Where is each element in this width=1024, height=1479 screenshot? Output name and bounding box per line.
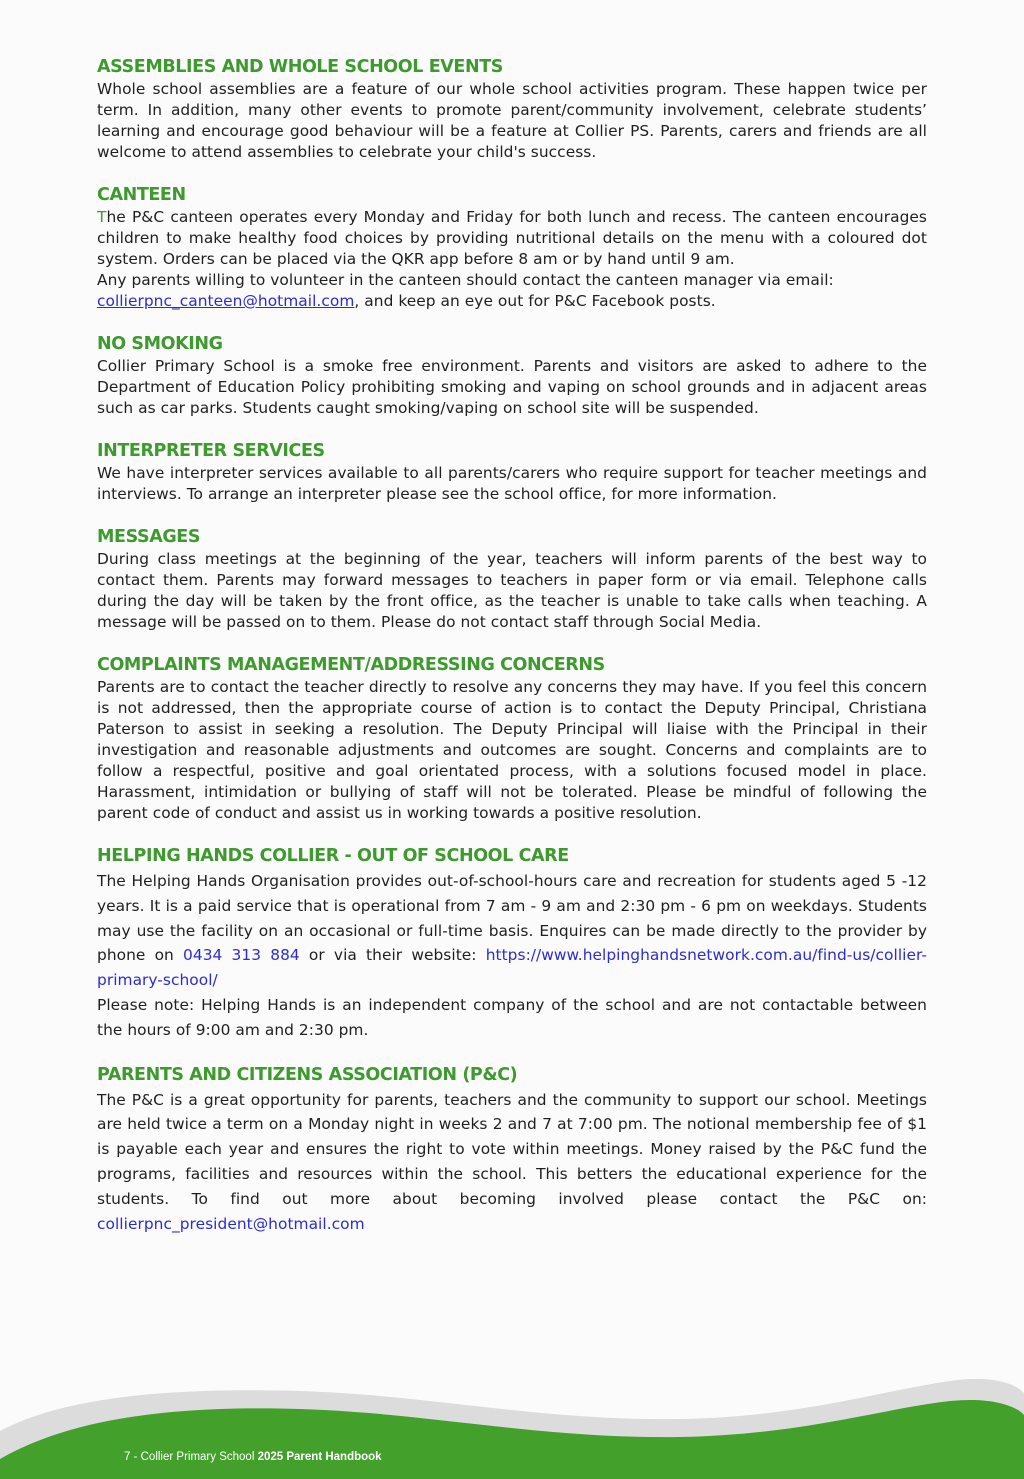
section-heading: HELPING HANDS COLLIER - OUT OF SCHOOL CARE: [97, 846, 569, 866]
footer-text: 7 - Collier Primary School 2025 Parent Handbook: [124, 1451, 382, 1463]
section-body: The P&C canteen operates every Monday and Friday for both lunch and recess. The canteen encourages children to make healthy food choices by providing nutritional details on the menu with a coloured dot system. Orders can be placed via the QKR app before 8 am or by hand until 9 am.: [97, 208, 927, 268]
section-body: Parents are to contact the teacher directly to resolve any concerns they may have. If you feel this concern is not addressed, then the appropriate course of action is to contact the Deputy Principal, Christiana Paterson to assist in seeking a resolution. The Deputy Principal will liaise with the Principal in their investigation and reasonable adjustments and outcomes are sought. Concerns and complaints are to follow a respectful, positive and goal orientated process, with a solutions focused model in place. Harassment, intimidation or bullying of staff will not be tolerated. Please be mindful of following the parent code of conduct and assist us in working towards a positive resolution.: [97, 678, 927, 822]
section-body: We have interpreter services available to all parents/carers who require support for teacher meetings and interviews. To arrange an interpreter please see the school office, for more information.: [97, 464, 927, 503]
section-heading: ASSEMBLIES AND WHOLE SCHOOL EVENTS: [97, 57, 503, 77]
section-body: The P&C is a great opportunity for parents, teachers and the community to support our school. Meetings are held twice a term on a Monday night in weeks 2 and 7 at 7:00 pm. The notional membership fee of $1 is payable each year and ensures the right to vote within meetings. Money raised by the P&C fund the programs, facilities and resources within the school. This betters the educational experience for the students. To find out more about becoming involved please contact the P&C on: collierpnc_president@hotmail.com: [97, 1090, 927, 1233]
section-heading: CANTEEN: [97, 185, 186, 205]
section-body: Collier Primary School is a smoke free environment. Parents and visitors are asked to adhere to the Department of Education Policy prohibiting smoking and vaping on school grounds and in adjacent areas such as car parks. Students caught smoking/vaping on school site will be suspended.: [97, 357, 927, 417]
section-body: During class meetings at the beginning of the year, teachers will inform parents of the best way to contact them. Parents may forward messages to teachers in paper form or via email. Telephone calls during the day will be taken by the front office, as the teacher is unable to take calls when teaching. A message will be passed on to them. Please do not contact staff through Social Media.: [97, 550, 927, 631]
section-body: Whole school assemblies are a feature of our whole school activities program. These happen twice per term. In addition, many other events to promote parent/community involvement, celebrate students’ learning and encourage good behaviour will be a feature at Collier PS. Parents, carers and friends are all welcome to attend assemblies to celebrate your child's success.: [97, 80, 927, 161]
section-heading: COMPLAINTS MANAGEMENT/ADDRESSING CONCERNS: [97, 655, 605, 675]
section-heading: INTERPRETER SERVICES: [97, 441, 325, 461]
section-body-volunteer: Any parents willing to volunteer in the canteen should contact the canteen manager via email: collierpnc_canteen@hotmail.com, and keep an eye out for P&C Facebook posts.: [97, 271, 834, 310]
section-body: The Helping Hands Organisation provides out-of-school-hours care and recreation for students aged 5 -12 years. It is a paid service that is operational from 7 am - 9 am and 2:30 pm - 6 pm on weekdays. Students may use the facility on an occasional or full-time basis. Enquires can be made directly to the provider by phone on 0434 313 884 or via their website: https://www.helpinghandsnetwork.com.au/find-us/collier-primary-school/: [97, 872, 927, 990]
section-assemblies: [97, 56, 927, 163]
section-heading: PARENTS AND CITIZENS ASSOCIATION (P&C): [97, 1064, 518, 1085]
section-no-smoking: [97, 333, 927, 419]
page-content: [97, 56, 927, 1257]
canteen-email-link[interactable]: collierpnc_canteen@hotmail.com: [97, 292, 355, 310]
pc-email-link[interactable]: collierpnc_president@hotmail.com: [97, 1214, 365, 1233]
drop-letter: T: [97, 208, 107, 226]
website-link[interactable]: https://www.helpinghandsnetwork.com.au/find-us/collier-primary-school/: [97, 946, 927, 990]
section-complaints: [97, 654, 927, 824]
section-heading: MESSAGES: [97, 527, 201, 547]
handbook-title: 2025 Parent Handbook: [257, 1451, 382, 1463]
section-helping-hands: [97, 845, 927, 1043]
section-note: Please note: Helping Hands is an independent company of the school and are not contactable between the hours of 9:00 am and 2:30 pm.: [97, 995, 927, 1039]
section-pc: [97, 1064, 927, 1237]
section-heading: NO SMOKING: [97, 334, 223, 354]
section-canteen: [97, 184, 927, 312]
phone-link[interactable]: 0434 313 884: [183, 946, 300, 965]
section-messages: [97, 526, 927, 633]
section-interpreter: [97, 440, 927, 505]
